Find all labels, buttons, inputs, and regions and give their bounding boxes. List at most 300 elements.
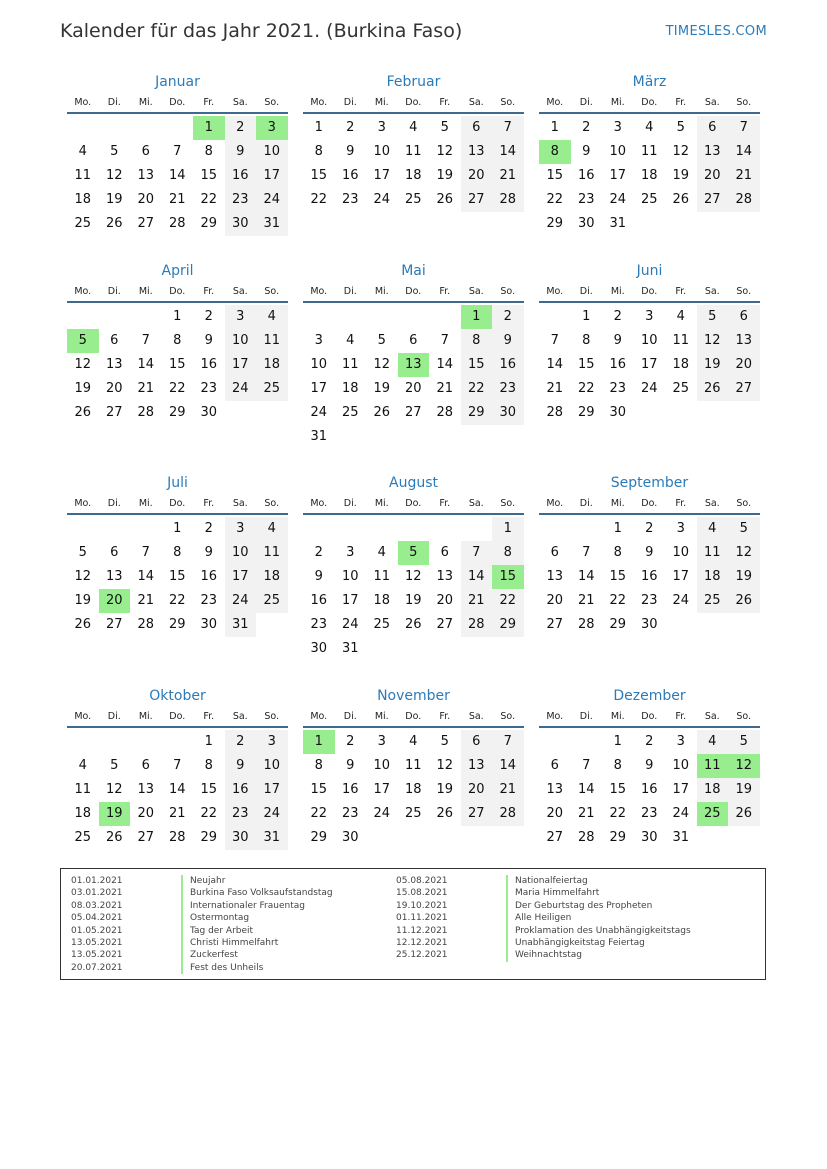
day-cell: 9 <box>204 333 213 348</box>
weekday-label: So. <box>500 498 516 509</box>
day-cell: 28 <box>168 216 186 231</box>
day-cell: 13 <box>461 754 493 778</box>
day-cell: 2 <box>204 521 213 536</box>
legend-holiday-name: Unabhängigkeitstag Feiertag <box>506 937 645 949</box>
day-cell: 8 <box>173 333 182 348</box>
day-cell: 20 <box>137 806 155 821</box>
week-row <box>303 826 524 850</box>
day-cell: 20 <box>697 164 729 188</box>
day-cell: 14 <box>137 569 155 584</box>
day-cell: 28 <box>728 188 760 212</box>
empty-cell <box>366 517 398 541</box>
empty-cell <box>634 401 666 425</box>
weekday-label: Fr. <box>675 286 687 297</box>
day-cell: 19 <box>728 565 760 589</box>
week-row <box>67 754 288 778</box>
day-cell: 8 <box>613 545 622 560</box>
day-cell: 9 <box>346 144 355 159</box>
empty-cell <box>492 425 524 449</box>
day-cell: 19 <box>436 168 454 183</box>
legend-date: 08.03.2021 <box>71 900 123 911</box>
day-cell: 17 <box>373 782 391 797</box>
day-cell: 23 <box>640 593 658 608</box>
legend-holiday-name: Maria Himmelfahrt <box>506 887 599 899</box>
day-cell: 4 <box>256 517 288 541</box>
empty-cell <box>398 305 430 329</box>
day-cell: 25 <box>256 589 288 613</box>
empty-cell <box>398 637 430 661</box>
day-cell: 27 <box>461 188 493 212</box>
week-row <box>539 377 760 401</box>
weekday-label: Mo. <box>74 498 92 509</box>
day-cell: 10 <box>256 140 288 164</box>
day-cell: 30 <box>225 212 257 236</box>
weekday-label: Mo. <box>74 711 92 722</box>
day-cell: 1 <box>461 305 493 329</box>
day-cell: 28 <box>546 405 564 420</box>
day-cell: 5 <box>110 144 119 159</box>
weekday-label: Fr. <box>675 711 687 722</box>
day-cell: 22 <box>492 589 524 613</box>
day-cell: 1 <box>173 521 182 536</box>
day-cell: 6 <box>110 545 119 560</box>
day-cell: 30 <box>225 826 257 850</box>
day-cell: 5 <box>67 329 99 353</box>
day-cell: 16 <box>225 164 257 188</box>
day-cell: 20 <box>461 778 493 802</box>
day-cell: 31 <box>225 613 257 637</box>
weekday-label: Do. <box>405 498 422 509</box>
legend-date: 20.07.2021 <box>71 962 123 973</box>
day-cell: 1 <box>613 521 622 536</box>
day-cell: 7 <box>492 116 524 140</box>
day-cell: 29 <box>609 830 627 845</box>
weekday-header <box>67 708 288 728</box>
day-cell: 14 <box>492 754 524 778</box>
empty-cell <box>99 730 131 754</box>
day-cell: 12 <box>74 569 92 584</box>
day-cell: 4 <box>645 120 654 135</box>
day-cell: 6 <box>409 333 418 348</box>
weekday-label: Do. <box>405 711 422 722</box>
legend-date: 03.01.2021 <box>71 888 123 899</box>
day-cell: 12 <box>105 168 123 183</box>
week-row <box>539 329 760 353</box>
week-row <box>67 212 288 236</box>
day-cell: 4 <box>78 144 87 159</box>
day-cell: 8 <box>314 144 323 159</box>
day-cell: 11 <box>373 569 391 584</box>
day-cell: 7 <box>173 758 182 773</box>
empty-cell <box>130 517 162 541</box>
day-cell: 13 <box>546 782 564 797</box>
day-cell: 14 <box>728 140 760 164</box>
day-cell: 18 <box>640 168 658 183</box>
day-cell: 8 <box>613 758 622 773</box>
day-cell: 24 <box>341 617 359 632</box>
day-cell: 6 <box>141 758 150 773</box>
day-cell: 26 <box>728 802 760 826</box>
week-row <box>303 353 524 377</box>
legend-date: 11.12.2021 <box>396 925 448 936</box>
day-cell: 16 <box>200 569 218 584</box>
weekday-label: Mo. <box>310 97 328 108</box>
day-cell: 5 <box>398 541 430 565</box>
weekday-label: Mo. <box>74 97 92 108</box>
day-cell: 27 <box>137 216 155 231</box>
day-cell: 11 <box>640 144 658 159</box>
week-row <box>303 116 524 140</box>
day-cell: 8 <box>314 758 323 773</box>
weekday-header <box>539 708 760 728</box>
day-cell: 11 <box>697 754 729 778</box>
day-cell: 17 <box>256 164 288 188</box>
day-cell: 3 <box>314 333 323 348</box>
day-cell: 6 <box>728 305 760 329</box>
day-cell: 10 <box>609 144 627 159</box>
legend-date: 13.05.2021 <box>71 937 123 948</box>
weekday-label: Di. <box>579 711 593 722</box>
empty-cell <box>429 826 461 850</box>
day-cell: 1 <box>173 309 182 324</box>
legend-date: 01.11.2021 <box>396 913 448 924</box>
weekday-label: Mo. <box>546 498 564 509</box>
weekday-label: Mi. <box>610 711 625 722</box>
day-cell: 29 <box>609 617 627 632</box>
day-cell: 2 <box>492 305 524 329</box>
day-cell: 2 <box>346 120 355 135</box>
day-cell: 1 <box>613 734 622 749</box>
weekday-label: Mi. <box>610 97 625 108</box>
weekday-label: Do. <box>405 97 422 108</box>
weekday-label: Mi. <box>138 97 153 108</box>
day-cell: 10 <box>225 541 257 565</box>
day-cell: 21 <box>461 589 493 613</box>
month-name: Oktober <box>149 688 206 704</box>
empty-cell <box>539 305 571 329</box>
weekday-label: Fr. <box>203 97 215 108</box>
day-cell: 1 <box>314 120 323 135</box>
day-cell: 29 <box>461 401 493 425</box>
week-row <box>67 116 288 140</box>
week-row <box>67 613 288 637</box>
day-cell: 24 <box>672 593 690 608</box>
week-row <box>67 517 288 541</box>
weekday-header <box>303 495 524 515</box>
weekday-label: Di. <box>107 97 121 108</box>
day-cell: 9 <box>492 329 524 353</box>
day-cell: 6 <box>461 730 493 754</box>
empty-cell <box>697 401 729 425</box>
empty-cell <box>492 637 524 661</box>
weekday-label: Fr. <box>675 97 687 108</box>
month-7 <box>67 471 288 637</box>
weekday-label: Sa. <box>232 711 248 722</box>
day-cell: 26 <box>105 216 123 231</box>
day-cell: 15 <box>577 357 595 372</box>
day-cell: 5 <box>377 333 386 348</box>
empty-cell <box>99 116 131 140</box>
day-cell: 16 <box>200 357 218 372</box>
day-cell: 26 <box>728 589 760 613</box>
day-cell: 5 <box>728 730 760 754</box>
empty-cell <box>366 425 398 449</box>
empty-cell <box>429 517 461 541</box>
weekday-label: Mi. <box>138 498 153 509</box>
day-cell: 22 <box>168 593 186 608</box>
day-cell: 8 <box>492 541 524 565</box>
day-cell: 28 <box>436 405 454 420</box>
day-cell: 31 <box>256 212 288 236</box>
day-cell: 31 <box>609 216 627 231</box>
day-cell: 19 <box>373 381 391 396</box>
day-cell: 19 <box>697 353 729 377</box>
day-cell: 20 <box>105 381 123 396</box>
day-cell: 7 <box>550 333 559 348</box>
day-cell: 17 <box>341 593 359 608</box>
day-cell: 4 <box>409 120 418 135</box>
day-cell: 8 <box>461 329 493 353</box>
week-row <box>67 353 288 377</box>
day-cell: 24 <box>640 381 658 396</box>
day-cell: 16 <box>310 593 328 608</box>
day-cell: 12 <box>436 758 454 773</box>
weekday-label: Sa. <box>232 498 248 509</box>
weekday-label: Di. <box>343 498 357 509</box>
day-cell: 10 <box>225 329 257 353</box>
weekday-label: Mi. <box>610 286 625 297</box>
day-cell: 12 <box>728 754 760 778</box>
day-cell: 7 <box>582 545 591 560</box>
day-cell: 2 <box>225 116 257 140</box>
weekday-label: Mo. <box>546 286 564 297</box>
empty-cell <box>366 305 398 329</box>
week-row <box>303 517 524 541</box>
legend-holiday-name: Neujahr <box>181 875 225 887</box>
empty-cell <box>398 517 430 541</box>
day-cell: 4 <box>346 333 355 348</box>
week-row <box>67 140 288 164</box>
legend-holiday-name: Weihnachtstag <box>506 949 582 961</box>
day-cell: 23 <box>341 192 359 207</box>
day-cell: 13 <box>137 168 155 183</box>
day-cell: 3 <box>377 120 386 135</box>
weekday-label: Mi. <box>610 498 625 509</box>
legend-holiday-name: Burkina Faso Volksaufstandstag <box>181 887 333 899</box>
day-cell: 25 <box>256 377 288 401</box>
month-6 <box>539 259 760 425</box>
day-cell: 22 <box>609 593 627 608</box>
day-cell: 30 <box>200 405 218 420</box>
empty-cell <box>256 401 288 425</box>
day-cell: 5 <box>676 120 685 135</box>
day-cell: 4 <box>697 517 729 541</box>
week-row <box>303 589 524 613</box>
day-cell: 2 <box>645 734 654 749</box>
week-row <box>539 305 760 329</box>
weekday-label: Mi. <box>374 711 389 722</box>
weekday-label: Mo. <box>310 711 328 722</box>
empty-cell <box>162 730 194 754</box>
day-cell: 27 <box>105 405 123 420</box>
day-cell: 30 <box>200 617 218 632</box>
day-cell: 12 <box>436 144 454 159</box>
day-cell: 25 <box>672 381 690 396</box>
day-cell: 30 <box>492 401 524 425</box>
day-cell: 21 <box>577 806 595 821</box>
week-row <box>67 826 288 850</box>
day-cell: 15 <box>168 357 186 372</box>
day-cell: 30 <box>577 216 595 231</box>
day-cell: 9 <box>225 754 257 778</box>
weekday-label: Sa. <box>468 286 484 297</box>
empty-cell <box>697 613 729 637</box>
day-cell: 26 <box>74 617 92 632</box>
empty-cell <box>130 730 162 754</box>
weekday-label: So. <box>500 711 516 722</box>
day-cell: 22 <box>546 192 564 207</box>
empty-cell <box>665 613 697 637</box>
day-cell: 25 <box>697 589 729 613</box>
day-cell: 7 <box>728 116 760 140</box>
day-cell: 25 <box>74 216 92 231</box>
day-cell: 20 <box>546 593 564 608</box>
month-9 <box>539 471 760 637</box>
day-cell: 26 <box>74 405 92 420</box>
day-cell: 6 <box>110 333 119 348</box>
legend-date: 05.04.2021 <box>71 913 123 924</box>
legend-holiday-name: Proklamation des Unabhängigkeitstags <box>506 925 691 937</box>
day-cell: 29 <box>168 405 186 420</box>
day-cell: 16 <box>225 778 257 802</box>
day-cell: 8 <box>204 144 213 159</box>
empty-cell <box>728 613 760 637</box>
day-cell: 26 <box>105 830 123 845</box>
weekday-label: Do. <box>641 711 658 722</box>
brand-link[interactable]: TIMESLES.COM <box>665 24 767 39</box>
day-cell: 23 <box>609 381 627 396</box>
day-cell: 27 <box>546 617 564 632</box>
day-cell: 9 <box>613 333 622 348</box>
day-cell: 27 <box>404 405 422 420</box>
day-cell: 2 <box>225 730 257 754</box>
day-cell: 28 <box>577 830 595 845</box>
day-cell: 29 <box>168 617 186 632</box>
day-cell: 3 <box>676 521 685 536</box>
weekday-label: So. <box>736 498 752 509</box>
week-row <box>303 778 524 802</box>
day-cell: 24 <box>256 188 288 212</box>
day-cell: 10 <box>672 545 690 560</box>
day-cell: 15 <box>609 569 627 584</box>
day-cell: 4 <box>377 545 386 560</box>
day-cell: 12 <box>373 357 391 372</box>
day-cell: 12 <box>105 782 123 797</box>
day-cell: 17 <box>672 782 690 797</box>
day-cell: 13 <box>436 569 454 584</box>
day-cell: 24 <box>672 806 690 821</box>
week-row <box>67 541 288 565</box>
legend-date: 15.08.2021 <box>396 888 448 899</box>
week-row <box>539 188 760 212</box>
empty-cell <box>539 517 571 541</box>
legend-holiday-name: Alle Heiligen <box>506 912 571 924</box>
day-cell: 31 <box>310 429 328 444</box>
weekday-label: Di. <box>579 498 593 509</box>
weekday-label: Mo. <box>310 498 328 509</box>
weekday-label: Mi. <box>374 498 389 509</box>
day-cell: 25 <box>373 617 391 632</box>
day-cell: 23 <box>225 802 257 826</box>
day-cell: 24 <box>373 192 391 207</box>
empty-cell <box>461 425 493 449</box>
day-cell: 17 <box>225 565 257 589</box>
weekday-label: Di. <box>343 97 357 108</box>
empty-cell <box>429 305 461 329</box>
empty-cell <box>130 116 162 140</box>
day-cell: 28 <box>492 802 524 826</box>
day-cell: 16 <box>609 357 627 372</box>
day-cell: 12 <box>74 357 92 372</box>
month-name: November <box>377 688 450 704</box>
week-row <box>303 541 524 565</box>
day-cell: 5 <box>78 545 87 560</box>
weekday-label: Do. <box>641 97 658 108</box>
day-cell: 1 <box>550 120 559 135</box>
weekday-header <box>539 283 760 303</box>
day-cell: 15 <box>310 168 328 183</box>
day-cell: 29 <box>310 830 328 845</box>
empty-cell <box>492 826 524 850</box>
day-cell: 23 <box>200 593 218 608</box>
day-cell: 2 <box>613 309 622 324</box>
empty-cell <box>461 826 493 850</box>
weekday-label: Do. <box>641 286 658 297</box>
month-name: Mai <box>401 263 426 279</box>
day-cell: 17 <box>672 569 690 584</box>
day-cell: 15 <box>461 353 493 377</box>
weekday-header <box>303 283 524 303</box>
empty-cell <box>728 212 760 236</box>
month-12 <box>539 684 760 850</box>
week-row <box>539 589 760 613</box>
day-cell: 11 <box>256 329 288 353</box>
day-cell: 13 <box>728 329 760 353</box>
day-cell: 25 <box>74 830 92 845</box>
day-cell: 29 <box>577 405 595 420</box>
day-cell: 14 <box>168 782 186 797</box>
day-cell: 20 <box>137 192 155 207</box>
day-cell: 27 <box>105 617 123 632</box>
page-title: Kalender für das Jahr 2021. (Burkina Faso) <box>60 20 463 42</box>
weekday-label: Fr. <box>203 498 215 509</box>
month-4 <box>67 259 288 425</box>
week-row <box>539 353 760 377</box>
week-row <box>539 754 760 778</box>
day-cell: 14 <box>168 168 186 183</box>
day-cell: 3 <box>346 545 355 560</box>
weekday-label: Fr. <box>203 286 215 297</box>
week-row <box>303 305 524 329</box>
day-cell: 16 <box>577 168 595 183</box>
day-cell: 24 <box>256 802 288 826</box>
day-cell: 23 <box>225 188 257 212</box>
week-row <box>303 730 524 754</box>
weekday-label: Di. <box>343 711 357 722</box>
day-cell: 30 <box>609 405 627 420</box>
day-cell: 21 <box>137 593 155 608</box>
day-cell: 4 <box>409 734 418 749</box>
